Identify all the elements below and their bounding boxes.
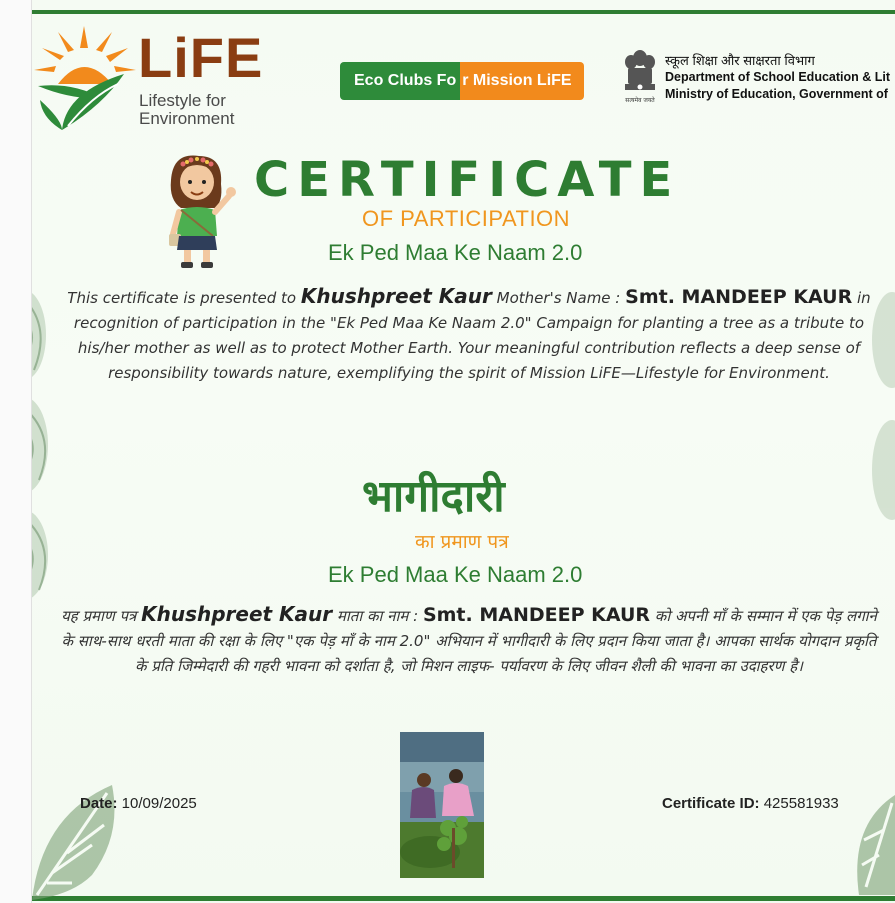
participant-name-hindi: Khushpreet Kaur [141, 602, 333, 626]
campaign-name: Ek Ped Maa Ke Naam 2.0 [328, 240, 583, 265]
date-value: 10/09/2025 [117, 795, 197, 812]
hindi-paragraph [54, 602, 884, 679]
mother-label-hindi: माता का नाम : [332, 607, 423, 625]
certificate-title: CERTIFICATE [254, 152, 681, 208]
english-body: in recognition of participation in the "Ek Ped Maa Ke Naam 2.0" Campaign for planting a tree as a tribute to his/her mother as well as to protect Mother Earth. Your meaningful contribution reflects a deep sense of responsibility towards nature, exemplifying the spirit of Mission LiFE—Lifestyle for Environment. [73, 289, 871, 382]
viewer-gutter [0, 0, 32, 903]
hindi-title: भागीदारी [362, 471, 505, 522]
english-intro: This certificate is presented to [67, 289, 301, 307]
life-tagline [139, 92, 279, 128]
hindi-intro: यह प्रमाण पत्र [61, 607, 142, 625]
date-label: Date: [80, 795, 118, 812]
ministry-name: Ministry of Education, Government of [665, 87, 888, 101]
mother-name: Smt. MANDEEP KAUR [625, 286, 853, 308]
participant-name: Khushpreet Kaur [300, 284, 492, 308]
monstera-leaf-decoration [32, 775, 127, 900]
ministry-block [665, 52, 890, 103]
eco-clubs-badge [340, 62, 584, 100]
english-paragraph [54, 284, 884, 386]
hindi-subtitle: का प्रमाण पत्र [415, 531, 509, 553]
issue-date [80, 795, 197, 812]
monstera-leaf-decoration [854, 795, 895, 895]
life-tagline-line2: Environment [139, 109, 235, 128]
certificate-subtitle: OF PARTICIPATION [362, 206, 571, 231]
bottom-border [32, 896, 895, 901]
certificate-id-value: 425581933 [759, 795, 839, 812]
certificate-page [32, 0, 895, 903]
mother-label: Mother's Name : [491, 289, 626, 307]
campaign-name-hindi-section: Ek Ped Maa Ke Naam 2.0 [328, 562, 583, 587]
certificate-id-label: Certificate ID: [662, 795, 760, 812]
top-border [32, 10, 895, 14]
ministry-hindi: स्कूल शिक्षा और साक्षरता विभाग [665, 53, 815, 68]
certificate-id [662, 795, 839, 812]
life-logo-text: LiFE [138, 26, 264, 89]
tree-planting-photo [400, 732, 484, 878]
girl-mascot-illustration [157, 152, 242, 272]
eco-clubs-text-green: Eco Clubs Fo [340, 62, 460, 100]
mother-name-hindi: Smt. MANDEEP KAUR [422, 604, 651, 626]
emblem-caption: सत्यमेव जयते [625, 97, 655, 104]
eco-clubs-text-orange: r Mission LiFE [460, 62, 583, 100]
national-emblem-icon [620, 48, 660, 108]
hindi-body: को अपनी माँ के सम्मान में एक पेड़ लगाने के साथ-साथ धरती माता की रक्षा के लिए "एक पेड़ माँ के नाम 2.0" अभियान में भागीदारी के लिए प्रदान किया जाता है। आपका सार्थक योगदान प्रकृति के प्रति जिम्मेदारी की गहरी भावना को दर्शाता है, जो मिशन लाइफ- पर्यावरण के लिए जीवन शैली की भावना का उदाहरण है। [61, 607, 877, 675]
ministry-department: Department of School Education & Lit [665, 70, 891, 84]
life-tagline-line1: Lifestyle for [139, 91, 226, 110]
